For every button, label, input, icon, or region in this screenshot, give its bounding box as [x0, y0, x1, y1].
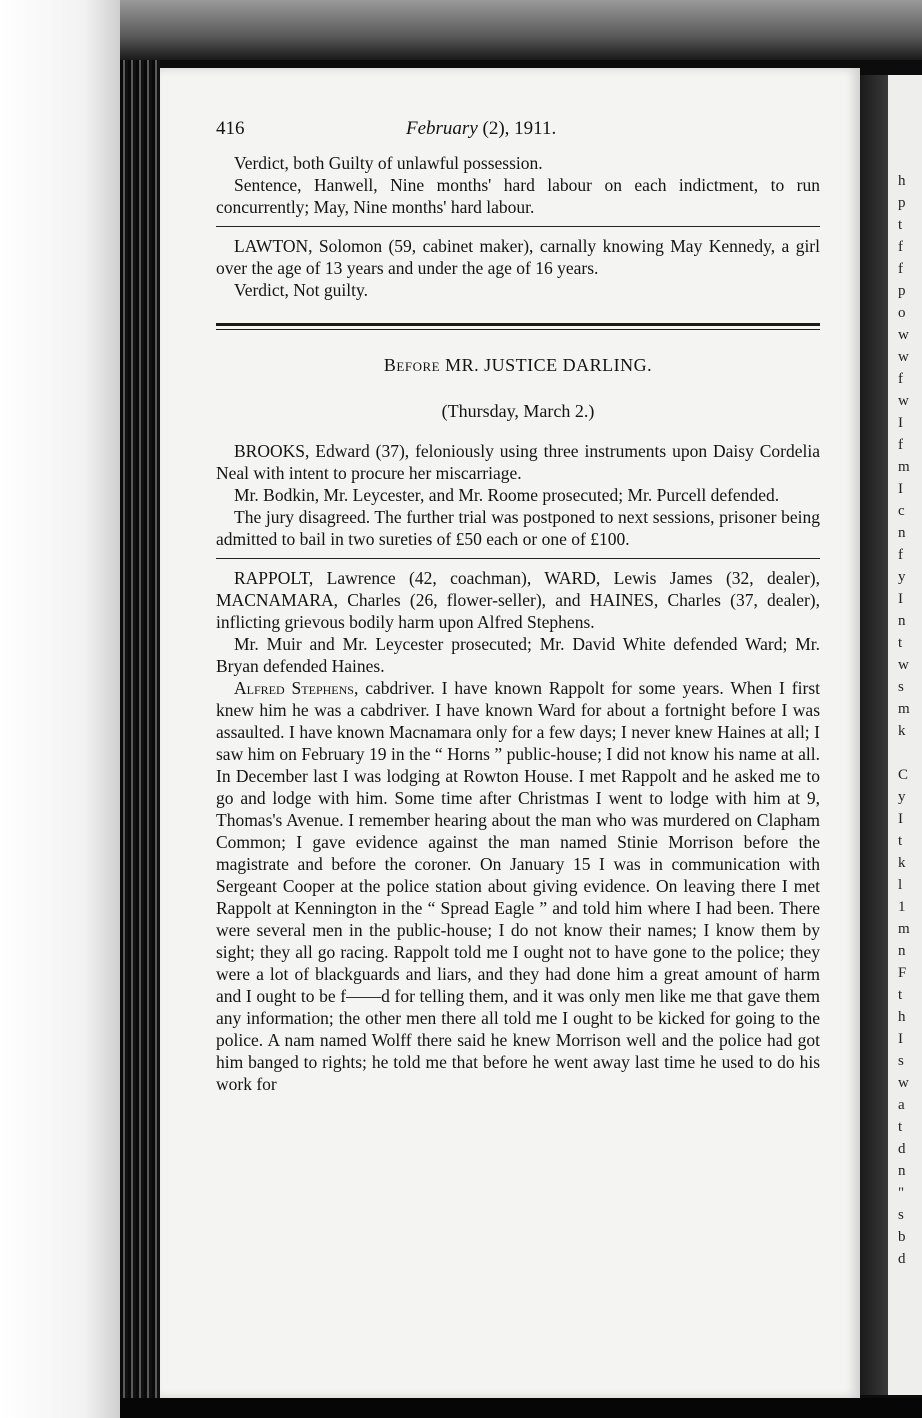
defendant-details: Lawrence (42, coachman),	[313, 568, 545, 588]
court-heading	[216, 354, 820, 376]
verdict-line: Verdict, Not guilty.	[234, 280, 368, 300]
case-lawton	[216, 235, 820, 279]
page-gutter	[860, 75, 888, 1395]
scan-left-margin	[0, 0, 120, 1418]
defendant-details: Charles (26, flower-seller), and	[338, 590, 590, 610]
running-month: February	[406, 118, 478, 139]
case-rappolt	[216, 567, 820, 633]
witness-testimony	[216, 677, 820, 1095]
scan-top-edge	[0, 0, 922, 60]
running-date	[406, 118, 556, 140]
defendant-name: RAPPOLT,	[234, 568, 314, 588]
defendant-details: Lewis James (32, dealer),	[600, 568, 821, 588]
case-divider	[216, 226, 820, 227]
charge-text: Charles (37, dealer), inflicting grievous bodily harm upon Alfred Stephens.	[216, 590, 820, 632]
testimony-text: cabdriver. I have known Rappolt for some years. When I first knew him he was a cabdriver. I have known Ward for about a fortnight before I was assaulted. I have known Macnamara only for a few days; I never knew Haines at all; I saw him on February 19 in the “ Horns ” public-house; I did not know his name at all. In December last I was lodging at Rowton House. I met Rappolt and he asked me to go and lodge with him. Some time after Christmas I went to lodge with him at 9, Thomas's Avenue. I remember hearing about the man who was murdered on Clapham Common; I gave evidence against the man named Stinie Morrison before the magistrate and before the coroner. On January 15 I was in communication with Sergeant Cooper at the police station about giving evidence. On leaving there I met Rappolt at Kennington in the “ Spread Eagle ” and told him where I had been. There were several men in the public-house; I do not know their names; I know them by sight; they all go racing. Rappolt told me I ought not to have gone to the police; they were a lot of blackguards and liars, and they had done him a great amount of harm and I ought to be f——d for telling them, and it was only men like me that gave them any information; the other men there all told me I ought to be kicked for going to the police. A nam named Wolff there said he knew Morrison well and the police had got him banged to rights; he told me that before he went away last time he used to do his work for	[216, 678, 820, 1094]
page-number: 416	[216, 118, 245, 139]
court-judge: MR. JUSTICE DARLING.	[440, 355, 653, 375]
counsel-line: Mr. Bodkin, Mr. Leycester, and Mr. Roome prosecuted; Mr. Purcell defended.	[234, 485, 780, 505]
outcome-line: The jury disagreed. The further trial was postponed to next sessions, prisoner being admitted to bail in two sureties of £50 each or one of £100.	[216, 507, 820, 549]
page-content	[216, 118, 820, 1095]
charge-text: Edward (37), feloniously using three instruments upon Daisy Cordelia Neal with intent to procure her miscarriage.	[216, 441, 820, 483]
defendant-name: LAWTON,	[234, 236, 313, 256]
sentence-line: Sentence, Hanwell, Nine months' hard labour on each indictment, to run concurrently; May, Nine months' hard labour.	[216, 175, 820, 217]
facing-page-fragments: h p t f f p o w w f w I f m I c n f y I n t w s m k C y I t k l 1 m n F t h I s w a t d n " s b d	[898, 173, 910, 1267]
case-divider	[216, 558, 820, 559]
sitting-date: (Thursday, March 2.)	[441, 401, 595, 421]
running-date-rest: (2), 1911.	[482, 118, 557, 139]
running-head	[216, 118, 820, 152]
verdict-line: Verdict, both Guilty of unlawful possession.	[234, 153, 543, 173]
defendant-name: HAINES,	[589, 590, 659, 610]
scan-bottom-edge	[120, 1398, 922, 1418]
counsel-line: Mr. Muir and Mr. Leycester prosecuted; Mr. David White defended Ward; Mr. Bryan defended Haines.	[216, 634, 820, 676]
court-before: Before	[383, 355, 441, 375]
facing-page	[888, 75, 922, 1395]
section-divider	[216, 323, 820, 330]
defendant-name: MACNAMARA,	[216, 590, 339, 610]
defendant-name: BROOKS,	[234, 441, 310, 461]
book-binding	[120, 60, 160, 1400]
defendant-name: WARD,	[544, 568, 601, 588]
witness-name: Alfred Stephens,	[234, 678, 359, 698]
charge-text: Solomon (59, cabinet maker), carnally knowing May Kennedy, a girl over the age of 13 years and under the age of 16 years.	[216, 236, 820, 278]
case-brooks	[216, 440, 820, 484]
